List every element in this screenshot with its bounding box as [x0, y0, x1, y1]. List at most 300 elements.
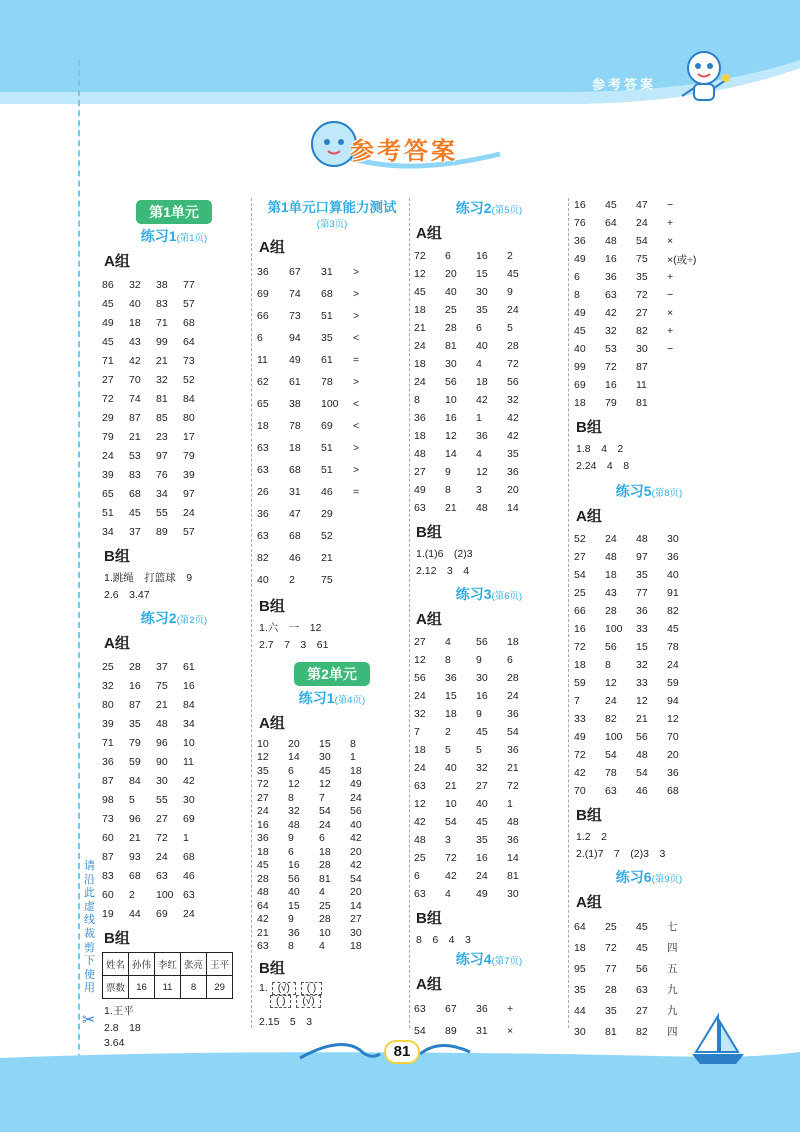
table-cell: 45 [636, 941, 648, 954]
table-cell: 40 [476, 340, 488, 352]
table-cell: 48 [605, 551, 617, 563]
table-cell: 42 [257, 913, 269, 926]
table-cell: 6 [319, 832, 325, 845]
table-cell: < [353, 420, 360, 432]
table-cell: 30 [476, 286, 488, 298]
group-a-label: A组 [259, 239, 285, 256]
table-cell: 1 [183, 831, 189, 844]
table-cell: 32 [636, 659, 648, 671]
table-cell: 28 [319, 913, 331, 926]
table-cell: 21 [129, 831, 141, 844]
table-cell: 79 [183, 449, 195, 462]
table-cell: 47 [636, 199, 648, 211]
table-row [102, 484, 210, 503]
table-cell: 64 [183, 335, 195, 348]
table-cell: 20 [350, 845, 362, 858]
table-cell: 45 [636, 920, 648, 933]
answer-grid [102, 657, 210, 923]
table-row [574, 602, 698, 620]
table-row [257, 872, 381, 886]
table-cell: 48 [636, 749, 648, 761]
exercise-4-heading [414, 949, 564, 969]
table-cell: 42 [350, 832, 362, 845]
group-b-label: B组 [576, 419, 602, 436]
table-cell: 81 [507, 870, 519, 882]
table-cell: 12 [445, 430, 457, 442]
table-cell: 46 [636, 785, 648, 797]
table-row [257, 805, 381, 819]
table-cell: 16 [574, 199, 586, 211]
table-cell: 54 [605, 749, 617, 761]
answer-line: 1.(1)6 (2)3 [416, 548, 473, 560]
table-cell: 36 [507, 744, 519, 756]
table-cell: 30 [476, 672, 488, 684]
table-cell: 21 [445, 780, 457, 792]
table-cell: 74 [129, 392, 141, 405]
table-row [102, 809, 210, 828]
table-cell: 47 [289, 508, 301, 520]
table-cell: 100 [605, 623, 623, 635]
table-row [102, 465, 210, 484]
table-row [574, 674, 698, 692]
table-cell: 31 [289, 486, 301, 498]
table-cell: 24 [257, 805, 269, 818]
table-cell: 84 [183, 392, 195, 405]
table-cell: 32 [156, 373, 168, 386]
answer-grid [574, 196, 707, 412]
table-cell: 18 [319, 845, 331, 858]
table-row [574, 1000, 698, 1021]
table-cell: 71 [102, 354, 114, 367]
vote-cell: 李红 [155, 953, 181, 976]
table-cell: 24 [183, 907, 195, 920]
table-row [414, 427, 538, 445]
table-cell: 56 [445, 376, 457, 388]
table-cell: 42 [350, 859, 362, 872]
table-cell: 69 [257, 288, 269, 300]
table-cell: 14 [350, 899, 362, 912]
table-cell: 77 [636, 587, 648, 599]
group-b-label: B组 [104, 548, 130, 565]
table-cell: 42 [445, 870, 457, 882]
table-cell: 72 [156, 831, 168, 844]
table-cell: 25 [414, 852, 426, 864]
table-cell: 18 [605, 569, 617, 581]
table-cell: 36 [414, 412, 426, 424]
table-cell: 35 [129, 717, 141, 730]
table-cell: 63 [257, 940, 269, 953]
table-cell: 32 [605, 325, 617, 337]
table-cell: 26 [257, 486, 269, 498]
table-cell: 45 [667, 623, 679, 635]
table-cell: 56 [507, 376, 519, 388]
exercise-page: (第9页) [651, 874, 683, 885]
exercise-2-heading [102, 608, 246, 628]
scissors-icon: ✂ [82, 1012, 96, 1029]
table-cell: 49 [289, 354, 301, 366]
table-row [574, 322, 707, 340]
table-cell: 52 [321, 530, 333, 542]
table-cell: 37 [129, 525, 141, 538]
table-cell: 28 [507, 340, 519, 352]
sailboat-icon [688, 1012, 748, 1068]
column-divider [409, 198, 410, 1028]
table-cell: 38 [289, 398, 301, 410]
table-cell: 42 [476, 394, 488, 406]
cut-dashed-line [78, 60, 80, 1120]
table-cell: 25 [445, 304, 457, 316]
table-cell: 36 [476, 1003, 488, 1015]
table-cell: 16 [445, 412, 457, 424]
table-row [574, 638, 698, 656]
table-cell: 40 [288, 886, 300, 899]
table-cell: 4 [319, 886, 325, 899]
table-cell: 71 [102, 736, 114, 749]
table-cell: 九 [667, 984, 678, 996]
table-cell: 18 [289, 442, 301, 454]
answer-line: 1.跳绳 打篮球 9 [104, 572, 193, 584]
table-cell: 70 [129, 373, 141, 386]
table-cell: 35 [605, 1004, 617, 1017]
table-cell: 63 [414, 502, 426, 514]
table-cell: 61 [289, 376, 301, 388]
table-cell: = [353, 486, 360, 498]
table-row [257, 503, 381, 525]
table-row [414, 319, 538, 337]
table-row [414, 301, 538, 319]
table-cell: 27 [636, 1004, 648, 1017]
table-cell: 45 [414, 286, 426, 298]
exercise-title: 练习5 [615, 483, 652, 499]
table-cell: 35 [321, 332, 333, 344]
table-cell: 21 [445, 502, 457, 514]
table-cell: 68 [321, 288, 333, 300]
table-cell: 15 [445, 690, 457, 702]
table-cell: 9 [288, 913, 294, 926]
table-cell: > [353, 310, 360, 322]
table-row [574, 394, 707, 412]
table-cell: 25 [319, 899, 331, 912]
answer-line: 2.6 3.47 [104, 589, 150, 601]
table-cell [667, 358, 707, 376]
answer-line: 1.2 2 [576, 831, 607, 843]
table-row [102, 503, 210, 522]
check-box: (√) [296, 995, 320, 1008]
check-box: ( ) [270, 995, 291, 1008]
table-cell: 8 [445, 484, 451, 496]
exercise-page: (第2页) [176, 615, 208, 626]
table-cell: 20 [288, 737, 300, 750]
table-cell: 89 [445, 1025, 457, 1037]
table-cell: > [353, 376, 360, 388]
table-cell: 16 [257, 818, 269, 831]
group-b-label: B组 [259, 960, 285, 977]
table-cell: 30 [574, 1025, 586, 1038]
table-cell: 63 [636, 983, 648, 996]
table-cell: 52 [574, 533, 586, 545]
table-cell: 36 [257, 832, 269, 845]
table-cell: 45 [476, 816, 488, 828]
table-cell: 48 [507, 816, 519, 828]
table-cell: 5 [129, 793, 135, 806]
table-row [574, 196, 707, 214]
table-cell: 28 [507, 672, 519, 684]
table-cell: 40 [257, 574, 269, 586]
table-cell: 40 [667, 569, 679, 581]
table-cell: 27 [156, 812, 168, 825]
table-cell: − [667, 289, 674, 301]
table-row [574, 710, 698, 728]
table-cell: 63 [257, 464, 269, 476]
table-cell: 99 [156, 335, 168, 348]
table-row [414, 867, 538, 885]
table-row [102, 370, 210, 389]
table-cell: 18 [414, 358, 426, 370]
table-cell: 45 [605, 199, 617, 211]
table-cell: 97 [636, 551, 648, 563]
table-row [257, 437, 381, 459]
table-cell: + [667, 217, 674, 229]
table-row [574, 937, 698, 958]
table-cell: 94 [667, 695, 679, 707]
check-answers-row-1 [259, 982, 407, 995]
table-row [257, 886, 381, 900]
table-cell: 46 [321, 486, 333, 498]
table-cell: 61 [183, 660, 195, 673]
vote-cell: 票数 [103, 976, 129, 999]
table-cell: 7 [319, 791, 325, 804]
table-cell: 18 [574, 659, 586, 671]
group-b-label: B组 [104, 930, 130, 947]
table-cell: 36 [476, 430, 488, 442]
table-cell: = [353, 354, 360, 366]
table-cell: 17 [183, 430, 195, 443]
header-label: 参考答案 [592, 77, 657, 92]
table-cell: 80 [183, 411, 195, 424]
table-cell: 30 [183, 793, 195, 806]
table-cell: 46 [289, 552, 301, 564]
table-row [102, 733, 210, 752]
table-cell: 44 [129, 907, 141, 920]
table-cell: 25 [605, 920, 617, 933]
table-cell: 69 [183, 812, 195, 825]
table-cell [667, 376, 707, 394]
table-cell: 64 [257, 899, 269, 912]
exercise-page: (第5页) [491, 205, 523, 216]
table-row [414, 265, 538, 283]
table-row [574, 268, 707, 286]
table-row [102, 275, 210, 294]
table-cell: 20 [350, 886, 362, 899]
table-cell: 48 [605, 235, 617, 247]
table-cell: 8 [574, 289, 580, 301]
group-a-label: A组 [416, 611, 442, 628]
table-cell: 6 [288, 764, 294, 777]
table-cell: 66 [574, 605, 586, 617]
vote-table [102, 952, 233, 999]
table-cell: 54 [574, 569, 586, 581]
table-cell: 16 [183, 679, 195, 692]
table-cell: 48 [414, 834, 426, 846]
table-row [414, 409, 538, 427]
table-cell: 15 [288, 899, 300, 912]
answer-grid [257, 737, 381, 953]
table-cell: 56 [350, 805, 362, 818]
table-cell: 31 [476, 1025, 488, 1037]
table-row [414, 481, 538, 499]
table-row [102, 695, 210, 714]
table-cell: 69 [156, 907, 168, 920]
table-cell: 40 [445, 762, 457, 774]
table-cell: 32 [102, 679, 114, 692]
answer-line: 2.8 18 [104, 1022, 141, 1034]
table-row [257, 940, 381, 954]
table-cell: 16 [605, 253, 617, 265]
unit-2-badge: 第2单元 [294, 662, 370, 686]
table-cell: 6 [445, 250, 451, 262]
table-row [257, 283, 381, 305]
column-divider [568, 198, 569, 1028]
table-cell: 5 [476, 744, 482, 756]
table-row [102, 714, 210, 733]
table-cell: 4 [445, 888, 451, 900]
table-cell: 56 [414, 672, 426, 684]
table-cell: 23 [156, 430, 168, 443]
table-cell: 94 [289, 332, 301, 344]
table-cell: 45 [257, 859, 269, 872]
table-cell: 77 [183, 278, 195, 291]
table-cell: 63 [257, 530, 269, 542]
table-cell: 10 [183, 736, 195, 749]
table-row [257, 926, 381, 940]
table-cell: 72 [414, 250, 426, 262]
table-row [414, 355, 538, 373]
table-cell: 27 [636, 307, 648, 319]
table-row [102, 332, 210, 351]
table-row [102, 408, 210, 427]
table-cell: 72 [257, 778, 269, 791]
answer-grid [257, 261, 381, 591]
exercise-page: (第6页) [491, 591, 523, 602]
table-cell: 11 [636, 379, 647, 391]
group-b-label: B组 [259, 598, 285, 615]
table-cell: 63 [414, 1003, 426, 1015]
table-cell: 60 [102, 831, 114, 844]
table-cell: 28 [319, 859, 331, 872]
table-cell: 99 [574, 361, 586, 373]
table-cell: 40 [476, 798, 488, 810]
table-cell: 4 [445, 636, 451, 648]
table-cell: 72 [574, 641, 586, 653]
table-cell: 25 [574, 587, 586, 599]
table-row [257, 899, 381, 913]
table-cell: 四 [667, 942, 678, 954]
table-cell: 84 [129, 774, 141, 787]
table-cell: 51 [102, 506, 114, 519]
table-cell: 42 [507, 412, 519, 424]
table-cell: 9 [288, 832, 294, 845]
table-cell: 51 [321, 464, 333, 476]
table-row [574, 958, 698, 979]
exercise-1-heading [257, 688, 407, 708]
table-cell: 82 [257, 552, 269, 564]
table-cell: 98 [102, 793, 114, 806]
mascot-icon [672, 46, 736, 108]
table-cell: 81 [156, 392, 168, 405]
table-cell [353, 503, 381, 525]
table-row [574, 656, 698, 674]
table-cell: 七 [667, 921, 678, 933]
table-cell: 51 [321, 442, 333, 454]
table-cell: 68 [289, 464, 301, 476]
table-cell: 100 [156, 888, 174, 901]
table-cell: 100 [321, 398, 339, 410]
table-row [102, 904, 210, 923]
table-cell: 32 [129, 278, 141, 291]
exercise-page: (第1页) [176, 233, 208, 244]
group-b-label: B组 [576, 807, 602, 824]
table-cell: 45 [102, 297, 114, 310]
table-row [574, 340, 707, 358]
table-cell: 33 [574, 713, 586, 725]
table-row [414, 499, 538, 517]
table-cell: 42 [183, 774, 195, 787]
table-cell: 69 [321, 420, 333, 432]
table-cell: 72 [507, 780, 519, 792]
table-row [574, 916, 698, 937]
table-cell: 76 [574, 217, 586, 229]
table-cell: 43 [129, 335, 141, 348]
table-row [102, 790, 210, 809]
table-cell: 48 [257, 886, 269, 899]
table-cell: 73 [183, 354, 195, 367]
table-cell: 8 [605, 659, 611, 671]
table-cell: 21 [636, 713, 648, 725]
table-cell: 78 [667, 641, 679, 653]
table-cell: 72 [636, 289, 648, 301]
group-a-label: A组 [416, 976, 442, 993]
exercise-title: 练习6 [615, 869, 652, 885]
table-row [414, 669, 538, 687]
answer-line: 8 6 4 3 [416, 934, 471, 946]
table-cell: 9 [476, 708, 482, 720]
column-1 [102, 196, 246, 1051]
exercise-title: 练习2 [140, 610, 177, 626]
table-row [574, 376, 707, 394]
table-cell: 56 [288, 872, 300, 885]
table-cell: 36 [257, 508, 269, 520]
table-cell: 28 [129, 660, 141, 673]
table-cell: > [353, 464, 360, 476]
table-cell: 40 [129, 297, 141, 310]
table-cell: 14 [507, 502, 519, 514]
table-cell: 53 [129, 449, 141, 462]
table-cell: 18 [350, 940, 362, 953]
table-cell: 2 [445, 726, 451, 738]
table-cell: 36 [636, 605, 648, 617]
table-cell: 20 [507, 484, 519, 496]
table-cell: 28 [445, 322, 457, 334]
table-cell [667, 394, 707, 412]
table-cell: 15 [476, 268, 488, 280]
table-cell: 五 [667, 963, 678, 975]
answer-grid [102, 275, 210, 541]
table-cell: 78 [289, 420, 301, 432]
table-row [574, 304, 707, 322]
table-row [574, 764, 698, 782]
table-cell: 59 [574, 677, 586, 689]
table-cell: 56 [605, 641, 617, 653]
